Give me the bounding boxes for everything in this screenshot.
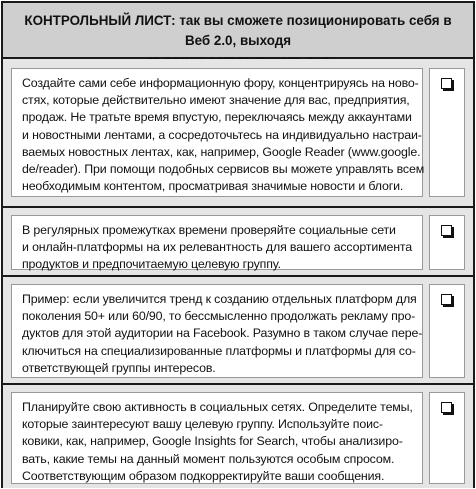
checklist-item-text xyxy=(11,284,423,378)
checklist-table xyxy=(1,1,475,488)
checklist-title xyxy=(3,3,473,59)
checkbox[interactable] xyxy=(441,225,452,236)
text-line: продаж. Не тратьте время впустую, переключаясь между аккаунтами xyxy=(22,110,412,125)
text-line: ковики, как, например, Google Insights for Search, чтобы анализиро- xyxy=(22,434,403,449)
checklist-row xyxy=(3,275,473,385)
checkbox[interactable] xyxy=(441,402,452,413)
text-line: Создайте сами себе информационную фору, концентрируясь на ново- xyxy=(22,76,419,90)
text-line: ключиться на специализированные платформы и платформы для со- xyxy=(22,343,416,358)
checkbox-cell xyxy=(429,68,465,197)
text-line: необходимым контентом, просматривая значимые новости и блоги. xyxy=(22,179,404,194)
checkbox[interactable] xyxy=(441,294,452,305)
text-line: которые заинтересуют вашу целевую группу. Используйте поис- xyxy=(22,417,383,432)
text-line: продуктов и предпочитаемую целевую группу. xyxy=(22,257,281,272)
text-line: В регулярных промежутках времени проверяйте социальные сети xyxy=(22,223,396,237)
checklist-item-text xyxy=(11,392,423,484)
checklist-row xyxy=(3,383,473,488)
checklist-row xyxy=(3,59,473,206)
checklist-row xyxy=(3,206,473,277)
text-line: Планируйте свою активность в социальных сетях. Определите темы, xyxy=(22,400,413,414)
text-line: de/reader). При помощи подобных сервисов вы можете управлять всем xyxy=(22,162,425,177)
title-line-1: КОНТРОЛЬНЫЙ ЛИСТ: так вы сможете позиционировать себя в Веб 2.0, выходя xyxy=(24,13,452,48)
text-line: Пример: если увеличится тренд к созданию отдельных платформ для xyxy=(22,292,417,306)
checklist-item-text xyxy=(11,215,423,270)
text-line: Соответствующим образом подкорректируйте ваши сообщения. xyxy=(22,468,385,483)
text-line: и новостными лентами, а сосредоточьтесь на индивидуально настраи- xyxy=(22,127,422,142)
text-line: и онлайн-платформы на их релевантность для вашего ассортимента xyxy=(22,240,413,255)
text-line: поколения 50+ или 60/90, то бессмысленно продолжать рекламу про- xyxy=(22,309,416,324)
text-line: ответствующей группы интересов. xyxy=(22,360,216,375)
checklist-item-text xyxy=(11,68,423,197)
text-line: ваемых новостных лентах, как, например, Google Reader (www.google. xyxy=(22,144,421,159)
checkbox-cell xyxy=(429,215,465,270)
checkbox-cell xyxy=(429,392,465,484)
text-line: дуктов для этой аудитории на Facebook. Разумно в таком случае пере- xyxy=(22,326,423,341)
checkbox[interactable] xyxy=(441,78,452,89)
checkbox-cell xyxy=(429,284,465,378)
text-line: стях, которые действительно имеют значение для вас, предприятия, xyxy=(22,93,410,108)
text-line: вать, какие темы на данный момент пользуются особым спросом. xyxy=(22,451,395,466)
